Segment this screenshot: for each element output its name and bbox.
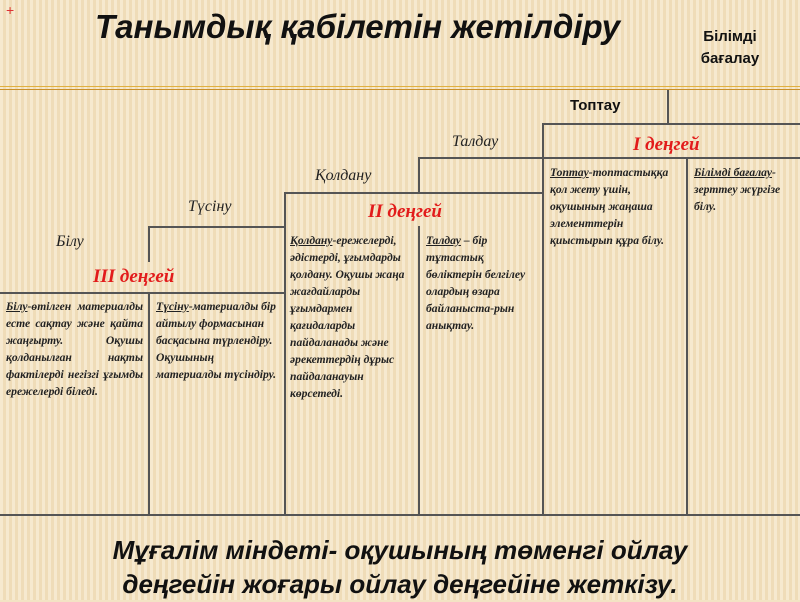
degree-third: III деңгей bbox=[93, 266, 175, 287]
stair-line bbox=[284, 192, 286, 228]
table-line bbox=[284, 226, 286, 516]
stair-line bbox=[148, 226, 150, 262]
cell-toptau bbox=[550, 164, 680, 249]
stair-line bbox=[418, 157, 800, 159]
level-toptau: Топтау bbox=[570, 97, 621, 114]
table-line bbox=[148, 292, 150, 516]
stair-line bbox=[418, 157, 420, 194]
cell-tusinu bbox=[156, 298, 280, 383]
cell-tusinu-term: Түсіну bbox=[156, 300, 189, 313]
cell-bilu bbox=[6, 298, 143, 400]
stair-line bbox=[284, 192, 544, 194]
footer-line2: деңгейін жоғары ойлау деңгейіне жеткізу. bbox=[122, 569, 678, 599]
cell-bagalau-text: -зерттеу жүргізе білу. bbox=[694, 166, 781, 213]
corner-plus-mark: + bbox=[6, 2, 15, 18]
cell-bagalau-term: Білімді бағалау bbox=[694, 166, 772, 179]
cell-taldau bbox=[426, 232, 538, 334]
level-tusinu: Түсіну bbox=[188, 198, 232, 215]
cell-bilu-text: -өтілген материалды есте сақтау және қайта жаңғырту. Оқушы қолданылған нақты фактілерді негізгі ұғымды ережелерді біледі. bbox=[6, 300, 143, 398]
stair-line bbox=[542, 123, 544, 158]
header-bagalau-line2: бағалау bbox=[700, 50, 760, 67]
header-divider bbox=[0, 86, 800, 87]
page-title: Танымдық қабілетін жетілдіру bbox=[95, 8, 621, 45]
header-bagalau bbox=[670, 26, 790, 70]
table-line bbox=[542, 157, 544, 516]
level-bilu: Білу bbox=[56, 233, 84, 250]
table-line bbox=[418, 226, 420, 516]
cell-bagalau bbox=[694, 164, 794, 215]
cell-toptau-term: Топтау bbox=[550, 166, 589, 179]
stair-line bbox=[542, 123, 800, 125]
cell-qoldanu bbox=[290, 232, 414, 402]
cell-taldau-text: – бір тұтастық бөліктерін белгілеу олардың өзара байланыста-рын анықтау. bbox=[426, 234, 526, 332]
degree-second: II деңгей bbox=[368, 201, 442, 222]
header-bagalau-line1: Білімді bbox=[703, 28, 757, 45]
cell-bilu-term: Білу bbox=[6, 300, 28, 313]
header-divider-2 bbox=[0, 89, 800, 90]
level-taldau: Талдау bbox=[452, 133, 499, 150]
cell-tusinu-text: -материалды бір айтылу формасынан басқасына түрлендіру. Оқушының материалды түсіндіру. bbox=[156, 300, 276, 381]
table-line bbox=[686, 157, 688, 516]
table-line bbox=[0, 514, 800, 516]
cell-toptau-text: -топтастыққа қол жету үшін, оқушының жаңаша элементтерін қиыстырып құра білу. bbox=[550, 166, 669, 247]
degree-first: I деңгей bbox=[633, 134, 700, 155]
table-line bbox=[0, 292, 286, 294]
cell-qoldanu-text: -ережелерді, әдістерді, ұғымдарды қолдану. Оқушы жаңа жағдайларды ұғымдармен қағидаларды пайдаланады және әрекеттердің дұрыс пайдаланауын көрсетеді. bbox=[290, 234, 405, 400]
level-qoldanu: Қолдану bbox=[315, 167, 372, 184]
footer-line1: Мұғалім міндеті- оқушының төменгі ойлау bbox=[112, 535, 688, 565]
cell-taldau-term: Талдау bbox=[426, 234, 461, 247]
stair-line bbox=[667, 90, 669, 125]
cell-qoldanu-term: Қолдану bbox=[290, 234, 333, 247]
stair-line bbox=[148, 226, 286, 228]
